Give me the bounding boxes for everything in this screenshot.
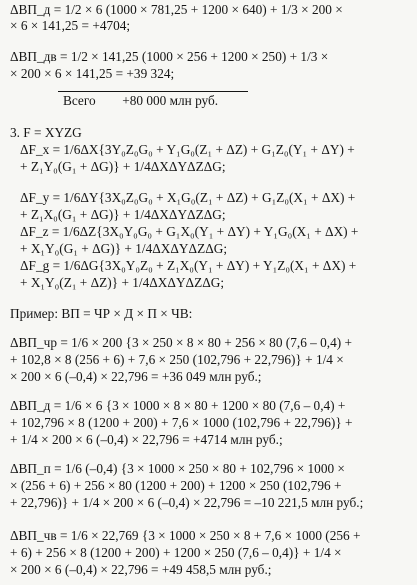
text-line: + Z₁Y₀(G₁ + ΔG)} + 1/4ΔXΔYΔZΔG;	[20, 159, 226, 174]
text-line: Всего +80 000 млн руб.	[63, 93, 219, 108]
text-line: + 102,8 × 8 (256 + 6) + 7,6 × 250 (102,796 + 22,796)} + 1/4 ×	[10, 352, 344, 367]
text-line: ΔF_y = 1/6ΔY{3X₀Z₀G₀ + X₁G₀(Z₁ + ΔZ) + G₁Z₀(X₁ + ΔX) +	[20, 190, 356, 205]
text-line: Пример: ВП = ЧР × Д × П × ЧВ:	[10, 306, 193, 321]
text-line: × (256 + 6) + 256 × 80 (1200 + 200) + 1200 × 250 (102,796 +	[10, 478, 342, 493]
text-line: + 102,796 × 8 (1200 + 200) + 7,6 × 1000 (102,796 + 22,796)} +	[10, 415, 353, 430]
text-line: × 200 × 6 × 141,25 = +39 324;	[10, 66, 175, 81]
text-line: × 6 × 141,25 = +4704;	[10, 18, 131, 33]
text-line: + X₁Y₀(Z₁ + ΔZ)} + 1/4ΔXΔYΔZΔG;	[20, 275, 225, 290]
text-line: × 200 × 6 (–0,4) × 22,796 = +49 458,5 млн руб.;	[10, 562, 272, 577]
text-line: ΔF_x = 1/6ΔX{3Y₀Z₀G₀ + Y₁G₀(Z₁ + ΔZ) + G₁Z₀(Y₁ + ΔY) +	[20, 142, 355, 157]
text-line: ΔВП_дв = 1/2 × 141,25 (1000 × 256 + 1200 × 250) + 1/3 ×	[10, 49, 329, 64]
text-line: × 200 × 6 (–0,4) × 22,796 = +36 049 млн руб.;	[10, 369, 262, 384]
text-line: ΔF_z = 1/6ΔZ{3X₀Y₀G₀ + G₁X₀(Y₁ + ΔY) + Y₁G₀(X₁ + ΔX) +	[20, 224, 359, 239]
text-line: ΔF_g = 1/6ΔG{3X₀Y₀Z₀ + Z₁X₀(Y₁ + ΔY) + Y₁Z₀(X₁ + ΔX) +	[20, 258, 357, 273]
text-line: ΔВП_чв = 1/6 × 22,769 {3 × 1000 × 250 × 8 + 7,6 × 1000 (256 +	[10, 528, 361, 543]
text-line: ΔВП_п = 1/6 (–0,4) {3 × 1000 × 250 × 80 + 102,796 × 1000 ×	[10, 461, 345, 476]
text-line: ΔВП_д = 1/2 × 6 (1000 × 781,25 + 1200 × 640) + 1/3 × 200 ×	[10, 2, 343, 17]
text-line: + 22,796)} + 1/4 × 200 × 6 (–0,4) × 22,796 = –10 221,5 млн руб.;	[10, 495, 364, 510]
text-line: + X₁Y₀(G₁ + ΔG)} + 1/4ΔXΔYΔZΔG;	[20, 241, 228, 256]
text-line: + Z₁X₀(G₁ + ΔG)} + 1/4ΔXΔYΔZΔG;	[20, 207, 226, 222]
total-rule	[58, 91, 248, 92]
text-line: + 6) + 256 × 8 (1200 + 200) + 1200 × 250 (7,6 – 0,4)} + 1/4 ×	[10, 545, 342, 560]
text-line: + 1/4 × 200 × 6 (–0,4) × 22,796 = +4714 млн руб.;	[10, 432, 283, 447]
text-line: 3. F = XYZG	[10, 125, 82, 140]
text-line: ΔВП_чр = 1/6 × 200 {3 × 250 × 8 × 80 + 256 × 80 (7,6 – 0,4) +	[10, 335, 353, 350]
text-line: ΔВП_д = 1/6 × 6 {3 × 1000 × 8 × 80 + 1200 × 80 (7,6 – 0,4) +	[10, 398, 346, 413]
